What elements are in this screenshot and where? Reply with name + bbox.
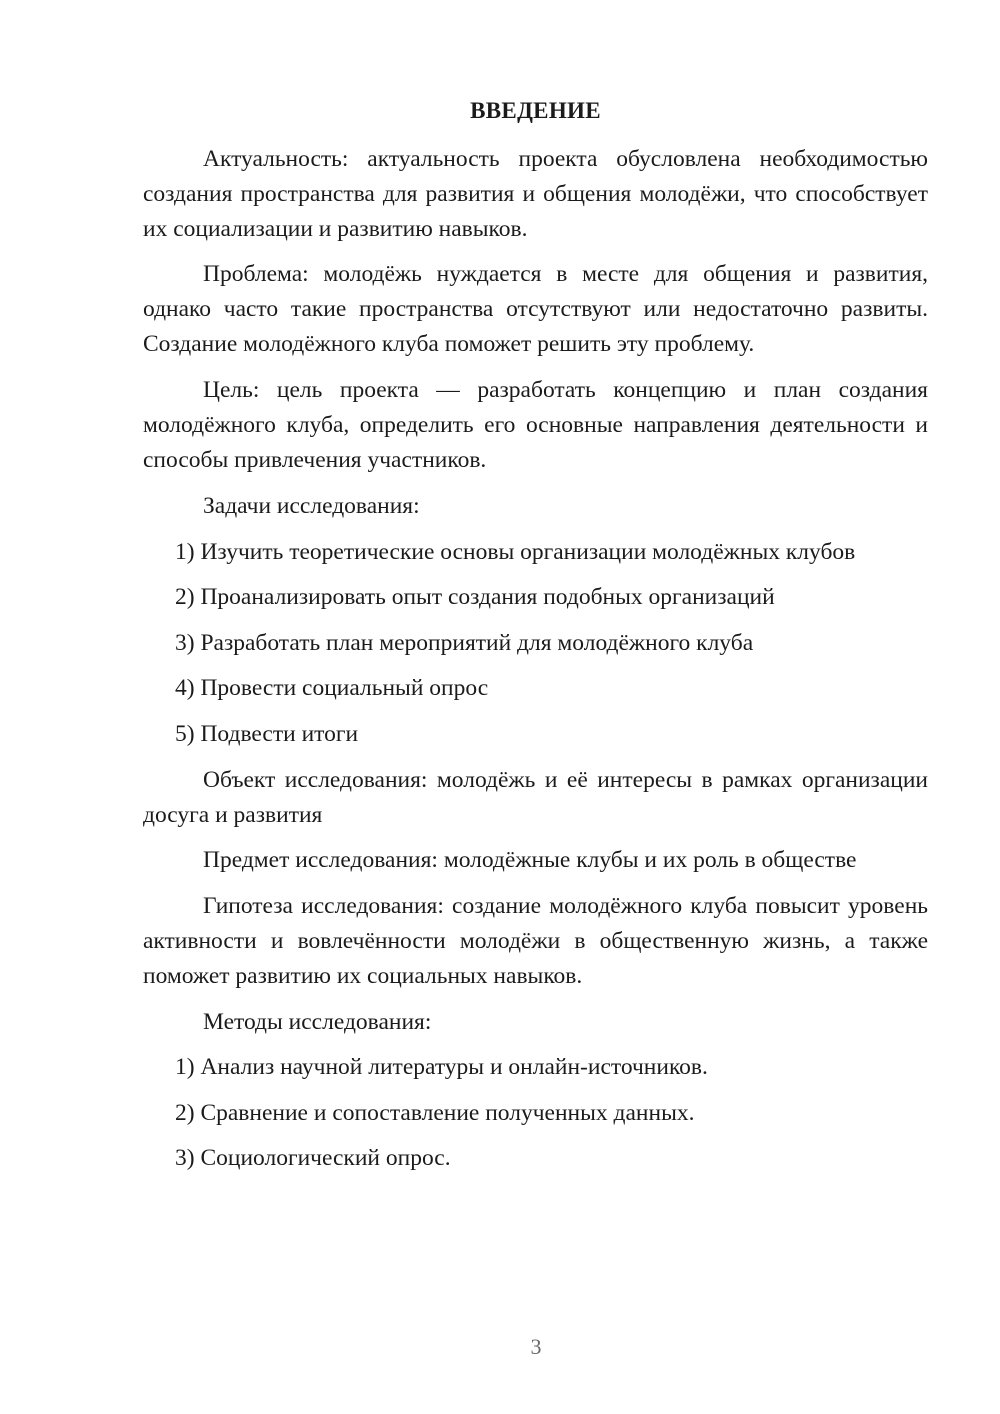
task-item-4: 4) Провести социальный опрос bbox=[175, 675, 489, 701]
page-number: 3 bbox=[530, 1334, 542, 1359]
method-item-1: 1) Анализ научной литературы и онлайн-источников. bbox=[175, 1054, 708, 1080]
goal-paragraph: Цель: цель проекта — разработать концепцию и план создания молодёжного клуба, определить его основные направления деятельности и способы привлечения участников. bbox=[143, 377, 928, 473]
relevance-paragraph: Актуальность: актуальность проекта обусловлена необходимостью создания пространства для развития и общения молодёжи, что способствует их социализации и развитию навыков. bbox=[143, 146, 928, 242]
tasks-heading: Задачи исследования: bbox=[203, 493, 420, 519]
subject-paragraph: Предмет исследования: молодёжные клубы и их роль в обществе bbox=[203, 847, 857, 873]
object-paragraph: Объект исследования: молодёжь и её интересы в рамках организации досуга и развития bbox=[143, 767, 928, 828]
task-item-2: 2) Проанализировать опыт создания подобных организаций bbox=[175, 584, 775, 610]
task-item-1: 1) Изучить теоретические основы организации молодёжных клубов bbox=[175, 539, 856, 565]
methods-heading: Методы исследования: bbox=[203, 1009, 432, 1035]
problem-paragraph: Проблема: молодёжь нуждается в месте для общения и развития, однако часто такие пространства отсутствуют или недостаточно развиты. Создание молодёжного клуба поможет решить эту проблему. bbox=[143, 261, 928, 357]
method-item-3: 3) Социологический опрос. bbox=[175, 1145, 451, 1171]
method-item-2: 2) Сравнение и сопоставление полученных данных. bbox=[175, 1100, 695, 1126]
task-item-5: 5) Подвести итоги bbox=[175, 721, 359, 747]
task-item-3: 3) Разработать план мероприятий для молодёжного клуба bbox=[175, 630, 754, 656]
hypothesis-paragraph: Гипотеза исследования: создание молодёжного клуба повысит уровень активности и вовлечённости молодёжи в общественную жизнь, а также поможет развитию их социальных навыков. bbox=[143, 893, 928, 989]
section-title: ВВЕДЕНИЕ bbox=[470, 98, 601, 123]
